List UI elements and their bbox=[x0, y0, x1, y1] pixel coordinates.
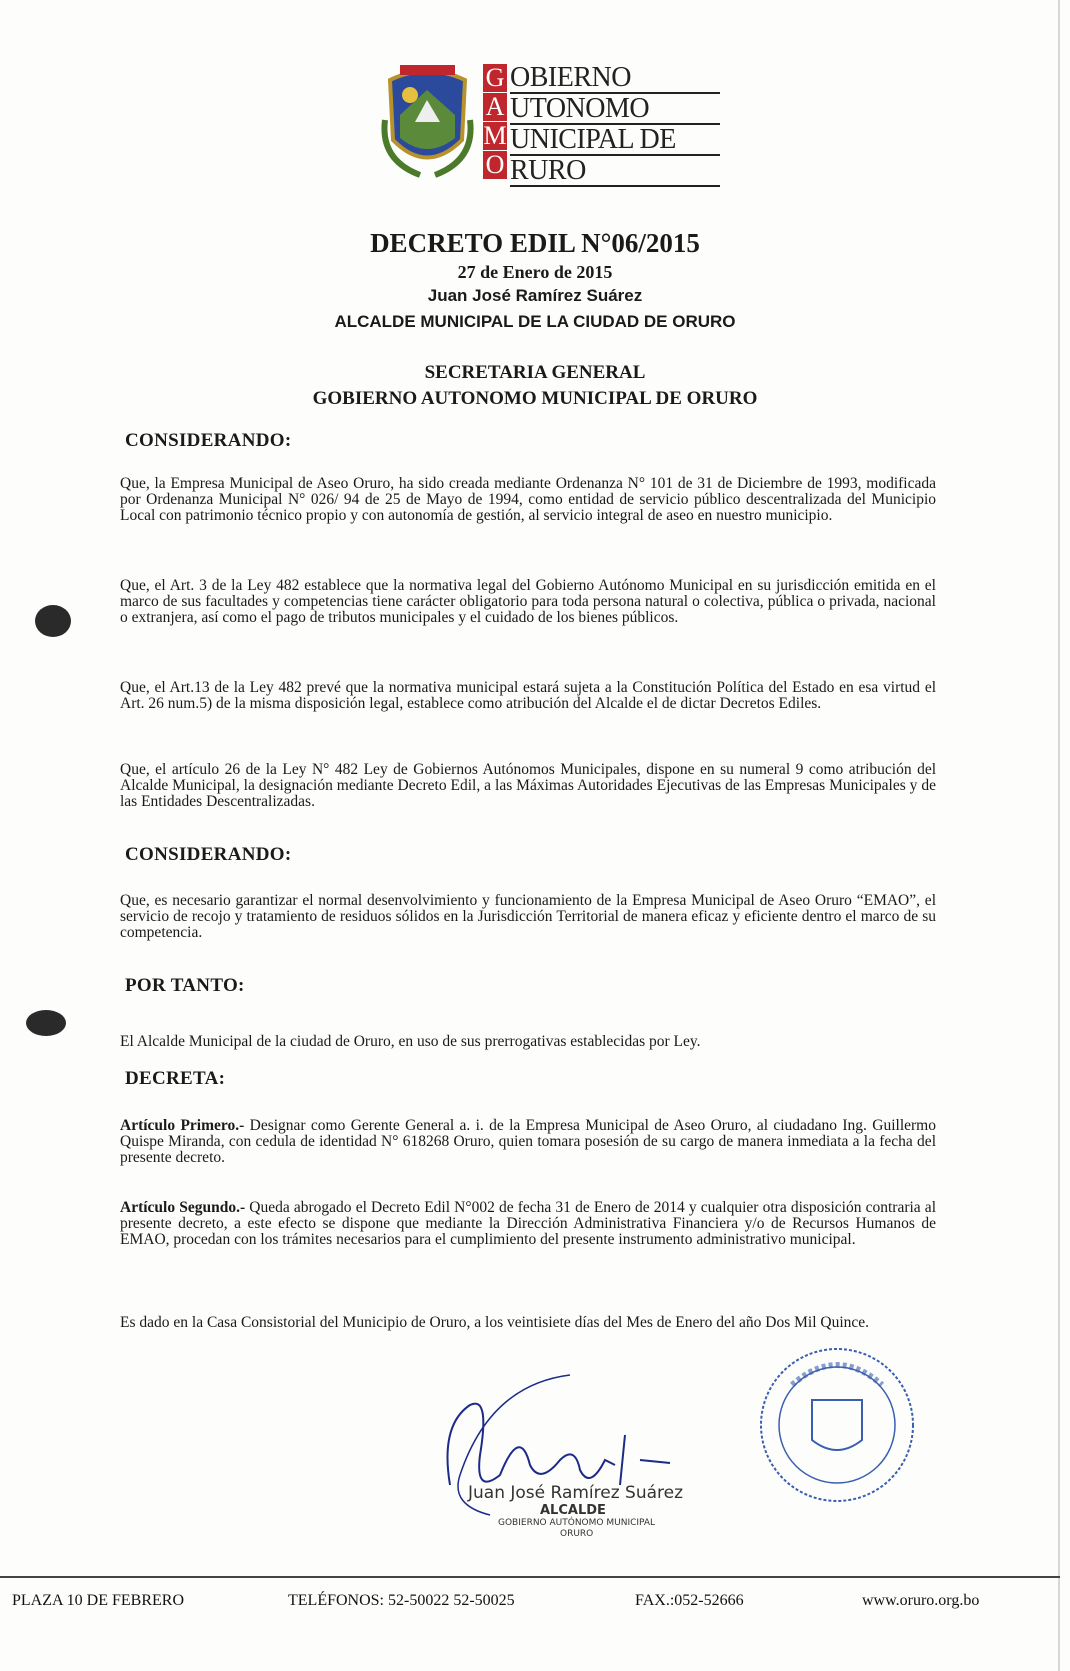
signatory-city: ORURO bbox=[560, 1529, 594, 1539]
article-label: Artículo Primero.- bbox=[120, 1117, 245, 1134]
gamo-letter: O bbox=[483, 151, 507, 179]
footer-address: PLAZA 10 DE FEBRERO bbox=[12, 1592, 185, 1609]
article-text: Designar como Gerente General a. i. de la Empresa Municipal de Aseo Oruro, al ciudadano Ing. Guillermo Quispe Miranda, con cedula de identidad N° 618268 Oruro, quien tomara posesión de su cargo de manera inmediata a la fecha del presente decreto. bbox=[120, 1117, 936, 1166]
punch-hole bbox=[26, 1010, 66, 1036]
paragraph: Que, el Art. 3 de la Ley 482 establece que la normativa legal del Gobierno Autónomo Municipal en su jurisdicción emitida en el marco de sus facultades y competencias tiene carácter obligatorio para toda persona natural o colectiva, pública o privada, nacional o extranjera, así como el pago de tributos municipales y el cuidado de los bienes públicos. bbox=[120, 577, 936, 626]
gamo-word: RURO bbox=[510, 157, 720, 187]
section-heading-por-tanto: POR TANTO: bbox=[125, 975, 245, 996]
gamo-logo bbox=[380, 60, 710, 185]
coat-of-arms-icon bbox=[380, 60, 475, 180]
decree-title: DECRETO EDIL N°06/2015 bbox=[370, 228, 700, 258]
secretaria-heading: SECRETARIA GENERAL bbox=[424, 362, 646, 383]
footer-phones: TELÉFONOS: 52-50022 52-50025 bbox=[288, 1592, 515, 1609]
gobierno-heading: GOBIERNO AUTONOMO MUNICIPAL DE ORURO bbox=[312, 388, 758, 409]
decree-date: 27 de Enero de 2015 bbox=[457, 262, 613, 282]
mayor-role: ALCALDE MUNICIPAL DE LA CIUDAD DE ORURO bbox=[334, 312, 736, 331]
gamo-acronym bbox=[483, 64, 509, 180]
closing-paragraph: Es dado en la Casa Consistorial del Municipio de Oruro, a los veintisiete días del Mes de Enero del año Dos Mil Quince. bbox=[120, 1314, 870, 1331]
paragraph: El Alcalde Municipal de la ciudad de Oruro, en uso de sus prerrogativas establecidas por Ley. bbox=[120, 1033, 701, 1050]
signatory-role: ALCALDE bbox=[540, 1503, 606, 1518]
gamo-word: OBIERNO bbox=[510, 64, 720, 94]
section-heading-considerando: CONSIDERANDO: bbox=[125, 844, 292, 865]
footer-fax: FAX.:052-52666 bbox=[635, 1592, 744, 1609]
article-label: Artículo Segundo.- bbox=[120, 1199, 246, 1216]
section-heading-decreta: DECRETA: bbox=[125, 1068, 226, 1089]
gamo-word: UNICIPAL DE bbox=[510, 126, 720, 156]
paragraph: Que, es necesario garantizar el normal desenvolvimiento y funcionamiento de la Empresa Municipal de Aseo Oruro “EMAO”, el servicio de recojo y tratamiento de residuos sólidos en la Jurisdicción Territorial de manera eficaz y eficiente dentro el marco de su competencia. bbox=[120, 892, 936, 941]
gamo-word: UTONOMO bbox=[510, 95, 720, 125]
signatory-org: GOBIERNO AUTÓNOMO MUNICIPAL bbox=[498, 1518, 656, 1528]
gamo-wordmark bbox=[510, 64, 720, 188]
paragraph: Que, el Art.13 de la Ley 482 prevé que la normativa municipal estará sujeta a la Constitución Política del Estado en esa virtud el Art. 26 num.5) de la misma disposición legal, establece como atribución del Alcalde el de dictar Decretos Ediles. bbox=[120, 679, 936, 712]
paragraph: Que, la Empresa Municipal de Aseo Oruro, ha sido creada mediante Ordenanza N° 101 de 31 de Diciembre de 1993, modificada por Ordenanza Municipal N° 026/ 94 de 25 de Mayo de 1994, como entidad de servicio público descentralizada del Municipio Local con patrimonio técnico propio y con autonomía de gestión, al servicio integral de aseo en nuestro municipio. bbox=[120, 475, 936, 524]
official-seal-stamp bbox=[752, 1345, 922, 1505]
punch-hole bbox=[35, 605, 71, 637]
gamo-letter: M bbox=[483, 121, 507, 150]
article-second bbox=[120, 1200, 936, 1248]
gamo-letter: A bbox=[483, 93, 507, 121]
mayor-name: Juan José Ramírez Suárez bbox=[427, 286, 643, 305]
gamo-letter: G bbox=[483, 64, 507, 92]
footer-website[interactable]: www.oruro.org.bo bbox=[862, 1592, 980, 1609]
section-heading-considerando: CONSIDERANDO: bbox=[125, 430, 292, 451]
article-text: Queda abrogado el Decreto Edil N°002 de fecha 31 de Enero de 2014 y cualquier otra disposición contraria al presente decreto, a este efecto se dispone que mediante la Dirección Administrativa Financiera y/o de Recursos Humanos de EMAO, procedan con los trámites necesarios para el cumplimiento del presente instrumento administrativo municipal. bbox=[120, 1199, 936, 1248]
signatory-name: Juan José Ramírez Suárez bbox=[468, 1483, 684, 1503]
footer-divider bbox=[0, 1576, 1060, 1578]
paragraph: Que, el artículo 26 de la Ley N° 482 Ley de Gobiernos Autónomos Municipales, dispone en su numeral 9 como atribución del Alcalde Municipal, la designación mediante Decreto Edil, a las Máximas Autoridades Ejecutivas de las Empresas Municipales y de las Entidades Descentralizadas. bbox=[120, 761, 936, 810]
article-first bbox=[120, 1118, 936, 1166]
